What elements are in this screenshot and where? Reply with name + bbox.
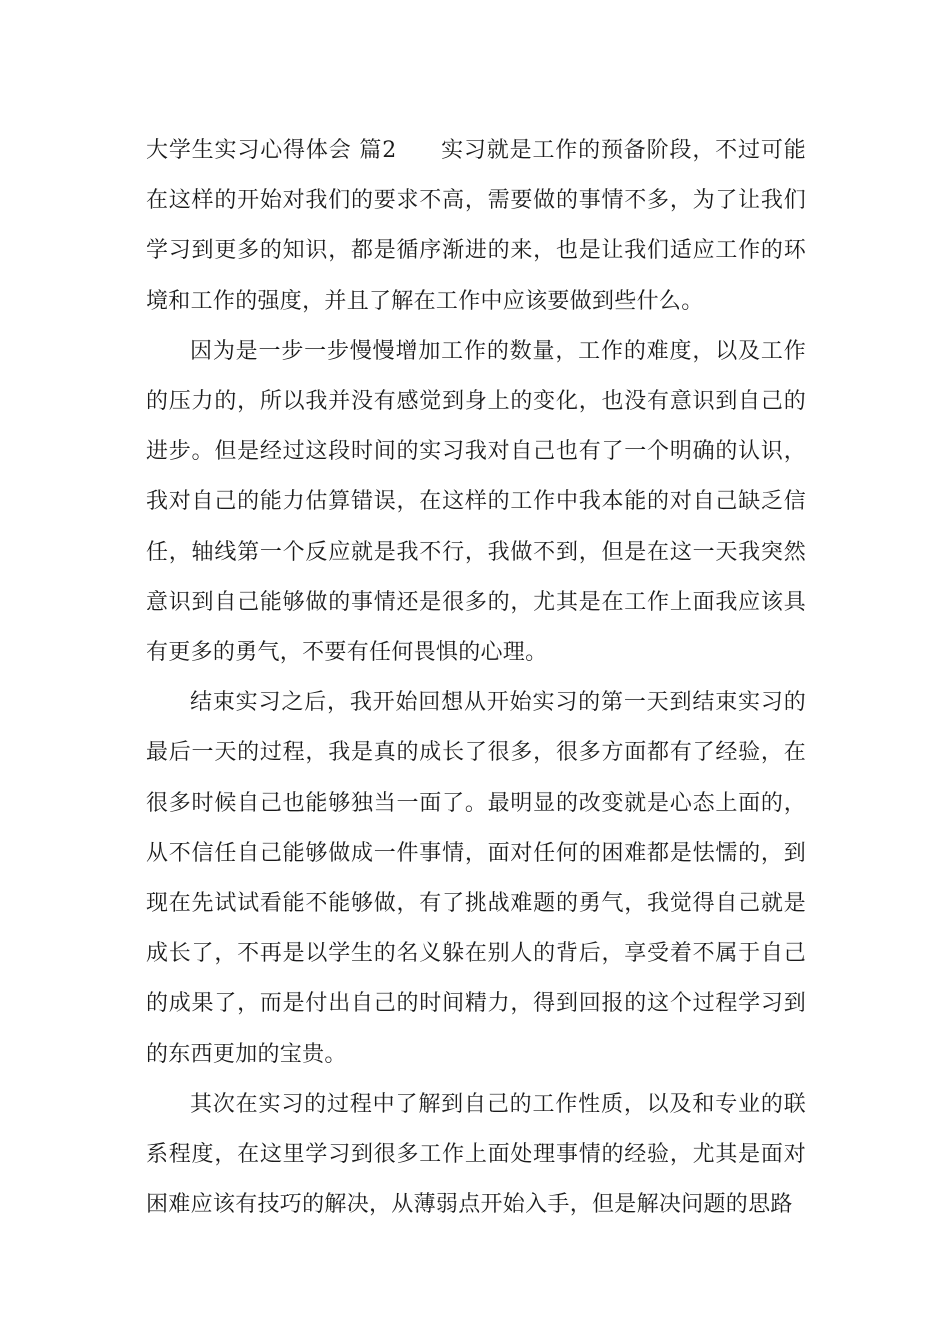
- document-page: [146, 126, 806, 1230]
- paragraph-3: 结束实习之后，我开始回想从开始实习的第一天到结束实习的最后一天的过程，我是真的成长了很多，很多方面都有了经验，在很多时候自己也能够独当一面了。最明显的改变就是心态上面的，从不信任自己能够做成一件事情，面对任何的困难都是怯懦的，到现在先试试看能不能够做，有了挑战难题的勇气，我觉得自己就是成长了，不再是以学生的名义躲在别人的背后，享受着不属于自己的成果了，而是付出自己的时间精力，得到回报的这个过程学习到的东西更加的宝贵。: [146, 690, 806, 1067]
- paragraph-1: 实习就是工作的预备阶段，不过可能在这样的开始对我们的要求不高，需要做的事情不多，为了让我们学习到更多的知识，都是循序渐进的来，也是让我们适应工作的环境和工作的强度，并且了解在工作中应该要做到些什么。: [146, 138, 806, 314]
- paragraph-2: 因为是一步一步慢慢增加工作的数量，工作的难度，以及工作的压力的，所以我并没有感觉到身上的变化，也没有意识到自己的进步。但是经过这段时间的实习我对自己也有了一个明确的认识，我对自己的能力估算错误，在这样的工作中我本能的对自己缺乏信任，轴线第一个反应就是我不行，我做不到，但是在这一天我突然意识到自己能够做的事情还是很多的，尤其是在工作上面我应该具有更多的勇气，不要有任何畏惧的心理。: [146, 338, 806, 666]
- paragraph-4: 其次在实习的过程中了解到自己的工作性质，以及和专业的联系程度，在这里学习到很多工作上面处理事情的经验，尤其是面对困难应该有技巧的解决，从薄弱点开始入手，但是解决问题的思路: [146, 1091, 806, 1218]
- document-title: 大学生实习心得体会 篇2: [146, 138, 397, 163]
- first-paragraph: [146, 126, 806, 327]
